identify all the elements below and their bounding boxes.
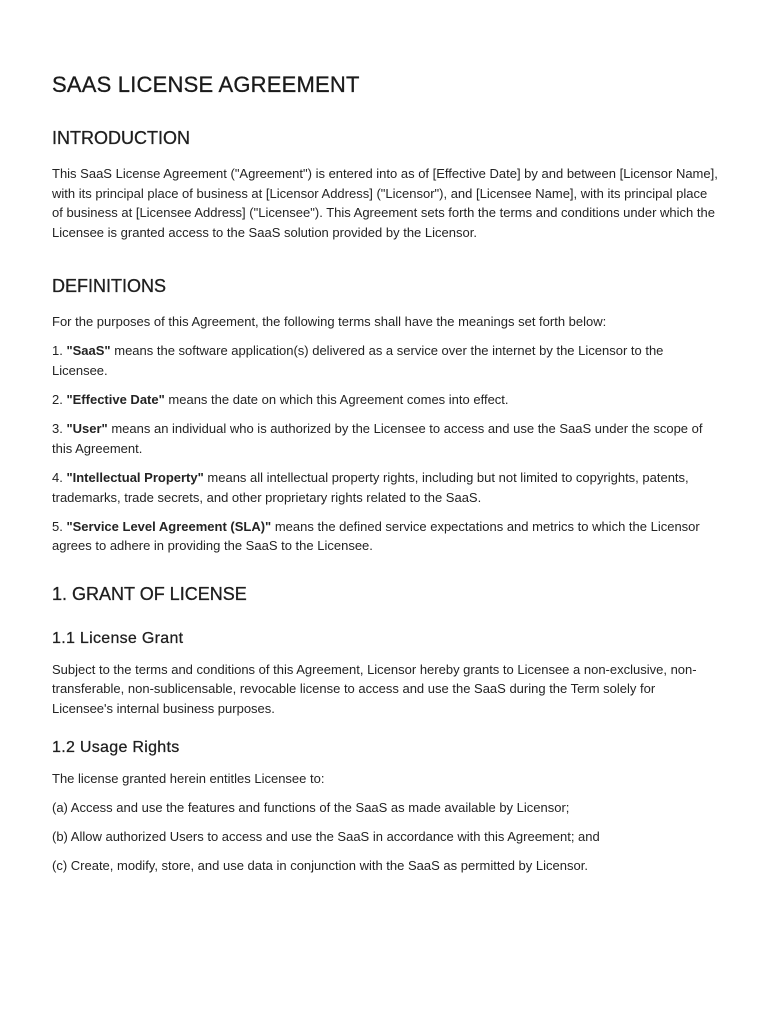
definition-term: "SaaS" <box>66 343 111 359</box>
definition-text: means the date on which this Agreement comes into effect. <box>168 392 509 408</box>
definition-item <box>52 419 718 458</box>
definition-text: means the software application(s) delivered as a service over the internet by the Licensor to the Licensee. <box>52 343 664 379</box>
definition-number: 3. <box>52 421 63 437</box>
definition-item <box>52 390 718 410</box>
license-grant-subsection <box>52 628 718 719</box>
definitions-lead: For the purposes of this Agreement, the following terms shall have the meanings set forth below: <box>52 314 607 330</box>
definitions-heading: DEFINITIONS <box>52 276 167 297</box>
usage-rights-subsection <box>52 737 718 876</box>
license-grant-heading: 1.1 License Grant <box>52 629 184 647</box>
definition-number: 1. <box>52 343 63 359</box>
definition-number: 5. <box>52 518 63 534</box>
definition-term: "Service Level Agreement (SLA)" <box>66 518 272 534</box>
definition-item <box>52 468 718 507</box>
definition-item <box>52 517 718 556</box>
definition-item <box>52 341 718 380</box>
usage-rights-item: (a) Access and use the features and functions of the SaaS as made available by Licensor; <box>52 799 570 815</box>
definition-text: means all intellectual property rights, including but not limited to copyrights, patents, trademarks, trade secrets, and other proprietary rights related to the SaaS. <box>52 469 689 505</box>
definition-text: means the defined service expectations and metrics to which the Licensor agrees to adhere in providing the SaaS to the Licensee. <box>52 518 700 554</box>
usage-rights-item: (c) Create, modify, store, and use data in conjunction with the SaaS as permitted by Licensor. <box>52 857 588 873</box>
introduction-heading: INTRODUCTION <box>52 128 190 148</box>
introduction-section <box>52 126 718 242</box>
usage-rights-heading: 1.2 Usage Rights <box>52 738 180 756</box>
definitions-section <box>52 274 718 555</box>
definition-term: "Effective Date" <box>66 392 165 408</box>
definition-term: "User" <box>66 421 108 437</box>
grant-section <box>52 582 718 876</box>
license-grant-body: Subject to the terms and conditions of this Agreement, Licensor hereby grants to Licensee a non-exclusive, non-transferable, non-sublicensable, revocable license to access and use the SaaS during the Term solely for Licensee's internal business purposes. <box>52 661 697 716</box>
definition-term: "Intellectual Property" <box>66 469 204 485</box>
definition-number: 4. <box>52 469 63 485</box>
document-title: SAAS LICENSE AGREEMENT <box>52 72 360 97</box>
grant-heading: 1. GRANT OF LICENSE <box>52 583 247 604</box>
usage-rights-lead: The license granted herein entitles Licensee to: <box>52 770 325 786</box>
definition-number: 2. <box>52 392 63 408</box>
usage-rights-item: (b) Allow authorized Users to access and use the SaaS in accordance with this Agreement; and <box>52 828 600 844</box>
definition-text: means an individual who is authorized by the Licensee to access and use the SaaS under the scope of this Agreement. <box>52 421 703 456</box>
introduction-body: This SaaS License Agreement ("Agreement") is entered into as of [Effective Date] by and between [Licensor Name], with its principal place of business at [Licensor Address] ("Licensor"), and [Licensee Name], with its principal place of business at [Licensee Address] ("Licensee"). This Agreement sets forth the terms and conditions under which the Licensee is granted access to the SaaS solution provided by the Licensor. <box>52 166 718 240</box>
